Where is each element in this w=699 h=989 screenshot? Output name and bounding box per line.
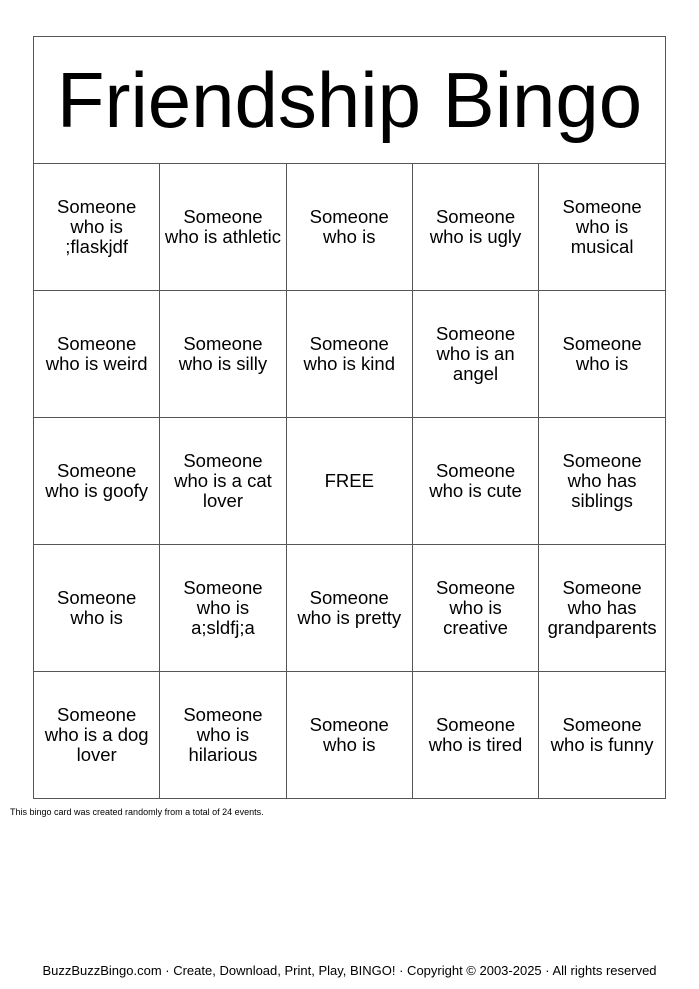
bingo-cell: Someone who is — [34, 545, 160, 672]
bingo-cell: Someone who is weird — [34, 291, 160, 418]
bingo-cell: Someone who is a;sldfj;a — [160, 545, 286, 672]
bingo-row — [34, 291, 666, 418]
bingo-cell: Someone who is kind — [286, 291, 412, 418]
bingo-cell: Someone who is — [539, 291, 666, 418]
bingo-cell: Someone who is tired — [412, 672, 538, 799]
card-note: This bingo card was created randomly from a total of 24 events. — [10, 807, 264, 817]
bingo-cell: Someone who is ugly — [412, 164, 538, 291]
bingo-cell: Someone who is creative — [412, 545, 538, 672]
bingo-cell: Someone who has siblings — [539, 418, 666, 545]
bingo-cell: Someone who is pretty — [286, 545, 412, 672]
card-title: Friendship Bingo — [34, 37, 666, 164]
bingo-row — [34, 418, 666, 545]
bingo-cell: Someone who is goofy — [34, 418, 160, 545]
bingo-row — [34, 545, 666, 672]
free-space-cell: FREE — [286, 418, 412, 545]
bingo-cell: Someone who is hilarious — [160, 672, 286, 799]
bingo-cell: Someone who is — [286, 164, 412, 291]
bingo-cell: Someone who is — [286, 672, 412, 799]
bingo-cell: Someone who is ;flaskjdf — [34, 164, 160, 291]
bingo-cell: Someone who is an angel — [412, 291, 538, 418]
bingo-row — [34, 672, 666, 799]
bingo-cell: Someone who is cute — [412, 418, 538, 545]
bingo-row — [34, 164, 666, 291]
bingo-card — [33, 36, 666, 799]
bingo-cell: Someone who is musical — [539, 164, 666, 291]
bingo-cell: Someone who is a cat lover — [160, 418, 286, 545]
bingo-cell: Someone who is silly — [160, 291, 286, 418]
bingo-cell: Someone who is funny — [539, 672, 666, 799]
bingo-cell: Someone who is athletic — [160, 164, 286, 291]
bingo-cell: Someone who is a dog lover — [34, 672, 160, 799]
bingo-cell: Someone who has grandparents — [539, 545, 666, 672]
footer-copyright: BuzzBuzzBingo.com · Create, Download, Print, Play, BINGO! · Copyright © 2003-2025 · All rights reserved — [42, 963, 657, 978]
